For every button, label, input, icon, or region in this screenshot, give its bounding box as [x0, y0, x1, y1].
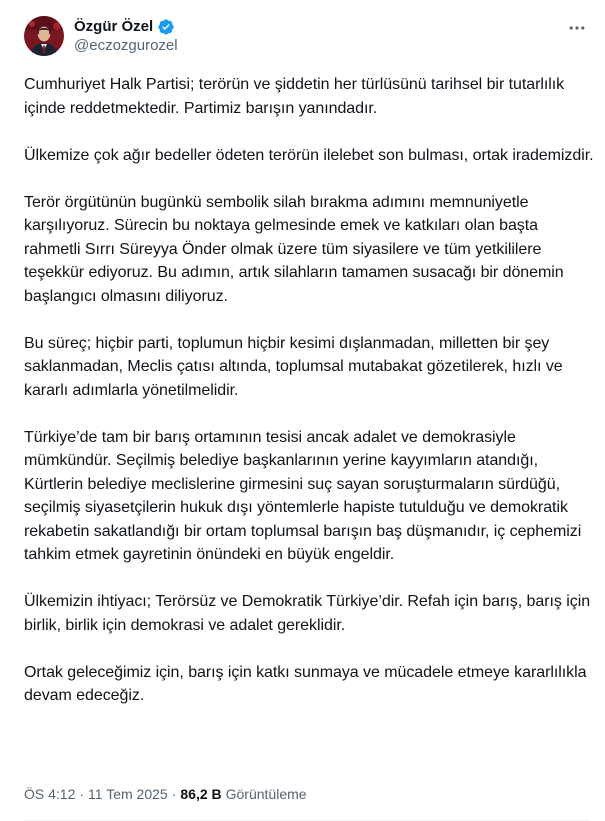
meta-separator: ·: [79, 786, 85, 802]
author-handle[interactable]: @eczozgurozel: [74, 37, 178, 54]
avatar-photo-icon: [24, 16, 64, 56]
tweet-header: [24, 14, 589, 58]
author-names: [74, 17, 178, 55]
views-count: 86,2 B: [180, 786, 222, 802]
tweet-date[interactable]: 11 Tem 2025: [88, 786, 168, 802]
views-label: Görüntüleme: [225, 786, 307, 802]
avatar[interactable]: [24, 16, 64, 56]
tweet-paragraph: Bu süreç; hiçbir parti, toplumun hiçbir kesimi dışlanmadan, milletten bir şey saklanmadan, Meclis çatısı altında, toplumsal mutabakat gözetilerek, hızlı ve kararlı adımlarla yönetilmelidir.: [24, 334, 563, 399]
verified-badge-icon[interactable]: [157, 18, 175, 36]
more-options-button[interactable]: [565, 18, 589, 38]
more-horizontal-icon: [567, 18, 587, 38]
display-name-row: [74, 17, 178, 36]
tweet-meta: [24, 786, 307, 802]
meta-separator: ·: [171, 786, 177, 802]
tweet-paragraph: Ülkemize çok ağır bedeller ödeten terörün ilelebet son bulması, ortak irademizdir.: [24, 146, 594, 164]
tweet-paragraph: Türkiye’de tam bir barış ortamının tesisi ancak adalet ve demokrasiyle mümkündür. Seçilmiş belediye başkanlarının yerine kayyımların atandığı, Kürtlerin belediye meclislerine girmesini suç sayan soruşturmaların sürdüğü, seçilmiş siyasetçilerin hukuk dışı yöntemlerle hapiste tutulduğu ve demokratik rekabetin sakatlandığı bir ortam toplumsal barışın baş düşmanıdır, iç cephemizi tahkim etmek gayretinin önündeki en büyük engeldir.: [24, 428, 582, 563]
tweet-paragraph: Ortak geleceğimiz için, barış için katkı sunmaya ve mücadele etmeye kararlılıkla devam edeceğiz.: [24, 663, 587, 704]
tweet-paragraph: Cumhuriyet Halk Partisi; terörün ve şiddetin her türlüsünü tarihsel bir tutarlılık içinde reddetmektedir. Partimiz barışın yanındadır.: [24, 76, 565, 117]
author-display-name[interactable]: Özgür Özel: [74, 18, 154, 35]
tweet-paragraph: Terör örgütünün bugünkü sembolik silah bırakma adımını memnuniyetle karşılıyoruz. Sürecin bu noktaya gelmesinde emek ve katkıları olan başta rahmetli Sırrı Süreyya Önder olmak üzere tüm siyasilere ve tüm yetkililere teşekkür ediyoruz. Bu adımın, artık silahların tamamen susacağı bir dönemin başlangıcı olmasını diliyoruz.: [24, 193, 564, 305]
tweet-paragraph: Ülkemizin ihtiyacı; Terörsüz ve Demokratik Türkiye’dir. Refah için barış, barış için birlik, birlik için demokrasi ve adalet gereklidir.: [24, 593, 591, 634]
tweet-time[interactable]: ÖS 4:12: [24, 786, 76, 802]
tweet-text: [24, 73, 594, 708]
